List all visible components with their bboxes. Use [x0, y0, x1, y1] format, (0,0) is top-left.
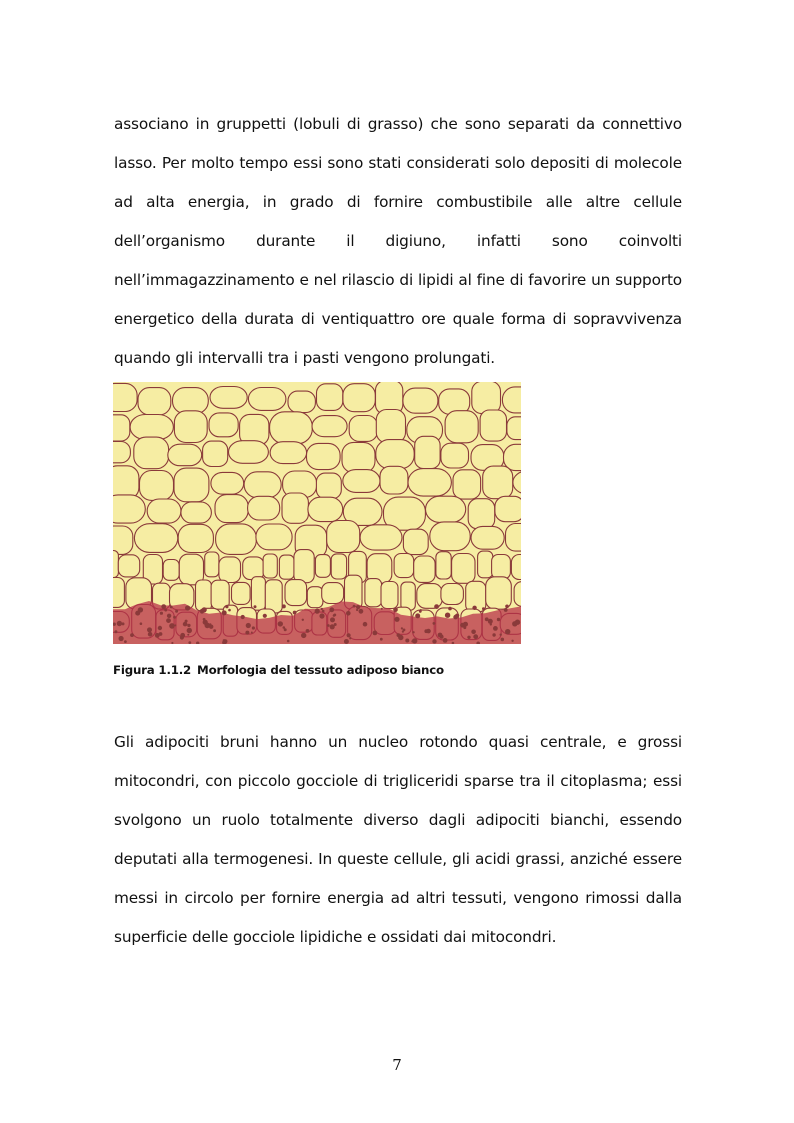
nucleus-dot [512, 621, 517, 626]
nucleus-dot [330, 624, 335, 629]
adipocyte-cell [203, 441, 228, 466]
adipocyte-cell [178, 524, 213, 552]
adipocyte-cell [365, 579, 382, 607]
body-paragraph-2: Gli adipociti bruni hanno un nucleo rotondo quasi centrale, e grossi mitocondri, con piccolo gocciole di trigliceridi sparse tra il citoplasma; essi svolgono un ruolo totalmente diverso dagli adipociti bianchi, essendo deputati alla termogenesi. In queste cellule, gli acidi grassi, anziché essere messi in circolo per fornire energia ad altri tessuti, vengono rimossi dalla superficie delle gocciole lipidiche e ossidati dai mitocondri. [114, 733, 682, 946]
nucleus-dot [284, 628, 287, 631]
adipocyte-cell [118, 555, 139, 577]
adipocyte-cell [445, 411, 478, 443]
nucleus-dot [167, 614, 171, 618]
nucleus-dot [140, 622, 143, 625]
adipocyte-cell [113, 526, 133, 554]
adipocyte-cell [130, 415, 173, 440]
adipocyte-cell [480, 410, 506, 441]
nucleus-dot [493, 626, 498, 631]
adipocyte-cell [403, 529, 428, 554]
nucleus-dot [511, 640, 513, 642]
adipocyte-cell [426, 496, 466, 522]
adipocyte-cell [441, 584, 464, 605]
nucleus-dot [228, 609, 231, 612]
adipocyte-cell [436, 552, 451, 579]
nucleus-dot [130, 633, 134, 637]
nucleus-dot [155, 633, 160, 638]
adipocyte-cell [113, 415, 130, 441]
adipocyte-cell [376, 410, 405, 443]
tissue-image [113, 382, 521, 644]
adipocyte-cell [312, 416, 347, 437]
nucleus-dot [455, 614, 459, 618]
nucleus-dot [171, 642, 173, 644]
adipocyte-cell [360, 525, 402, 550]
page-number: 7 [392, 1056, 402, 1074]
adipocyte-cell [472, 382, 501, 414]
nucleus-dot [222, 610, 227, 615]
nucleus-dot [393, 607, 398, 612]
nucleus-dot [321, 608, 323, 610]
adipocyte-cell [113, 383, 137, 411]
adipocyte-cell [452, 554, 475, 584]
nucleus-dot [329, 607, 334, 612]
nucleus-dot [117, 621, 122, 626]
adipocyte-cell [316, 473, 341, 499]
nucleus-dot [164, 609, 167, 612]
adipocyte-cell [216, 524, 257, 555]
nucleus-dot [119, 636, 124, 641]
nucleus-dot [187, 634, 189, 636]
nucleus-dot [306, 629, 310, 633]
adipocyte-cell [468, 499, 495, 529]
nucleus-dot [209, 623, 211, 625]
nucleus-dot [472, 606, 476, 610]
adipocyte-cell [211, 580, 229, 609]
adipocyte-cell [471, 526, 504, 549]
figure-caption-text: Morfologia del tessuto adiposo bianco [197, 663, 444, 677]
nucleus-dot [497, 618, 500, 621]
nucleus-dot [471, 630, 476, 635]
nucleus-dot [180, 635, 184, 639]
nucleus-dot [160, 612, 163, 615]
nucleus-dot [500, 634, 502, 636]
adipocyte-cell [307, 443, 341, 469]
nucleus-dot [158, 626, 162, 630]
adipocyte-cell [282, 493, 308, 523]
adipocyte-cell [265, 580, 282, 613]
adipocyte-cell [248, 496, 280, 520]
adipocyte-cell [401, 582, 415, 610]
nucleus-dot [346, 611, 351, 616]
adipocyte-cell [163, 560, 179, 581]
nucleus-dot [501, 638, 505, 642]
adipocyte-cell [211, 472, 244, 494]
adipocyte-cell [492, 555, 511, 580]
adipocyte-cell [331, 554, 346, 579]
nucleus-dot [114, 630, 117, 633]
nucleus-dot [254, 605, 257, 608]
adipocyte-cell [317, 384, 343, 411]
adipocyte-cell [514, 582, 521, 607]
adipocyte-cell [147, 499, 181, 523]
adipocyte-cell [394, 554, 414, 578]
nucleus-dot [405, 639, 409, 643]
adipocyte-cell [511, 555, 521, 580]
adipocyte-cell [113, 495, 145, 523]
nucleus-dot [433, 622, 436, 625]
adipocyte-cell [215, 495, 248, 523]
adipocyte-cell [308, 497, 343, 521]
nucleus-dot [166, 618, 171, 623]
adipocyte-cell [414, 556, 435, 582]
nucleus-dot [223, 639, 226, 642]
nucleus-dot [505, 605, 509, 609]
nucleus-dot [330, 617, 335, 622]
nucleus-dot [344, 639, 349, 644]
adipocyte-cell [381, 582, 398, 609]
adipocyte-cell [403, 388, 438, 413]
adipocyte-cell [251, 577, 265, 611]
adipocyte-cell [294, 550, 314, 583]
adipocyte-cell [270, 412, 313, 444]
adipocyte-cell [113, 578, 124, 608]
adipocyte-cell [113, 442, 130, 463]
nucleus-dot [161, 604, 166, 609]
adipocyte-cell [343, 384, 375, 412]
nucleus-dot [252, 626, 255, 629]
nucleus-dot [434, 604, 439, 609]
nucleus-dot [394, 617, 399, 622]
adipocyte-cell [343, 470, 380, 493]
nucleus-dot [200, 610, 204, 614]
nucleus-dot [403, 629, 406, 632]
nucleus-dot [359, 609, 364, 614]
nucleus-dot [381, 608, 383, 610]
figure-caption [113, 663, 444, 677]
nucleus-dot [246, 623, 251, 628]
nucleus-dot [349, 637, 351, 639]
nucleus-dot [356, 605, 360, 609]
adipose-tissue-micrograph [113, 382, 521, 644]
nucleus-dot [440, 635, 444, 639]
nucleus-dot [485, 617, 489, 621]
adipocyte-cell [441, 443, 469, 468]
nucleus-dot [412, 638, 417, 643]
adipocyte-cell [113, 551, 118, 578]
nucleus-dot [245, 631, 249, 635]
adipocyte-cell [210, 387, 247, 409]
adipocyte-cell [342, 442, 375, 472]
nucleus-dot [505, 629, 510, 634]
nucleus-dot [473, 634, 478, 639]
adipocyte-cell [138, 388, 171, 415]
nucleus-dot [315, 609, 320, 614]
adipocyte-cell [229, 441, 269, 464]
nucleus-dot [278, 621, 283, 626]
adipocyte-cell [244, 472, 281, 498]
adipocyte-cell [415, 436, 440, 468]
adipocyte-cell [327, 521, 360, 553]
adipocyte-cell [453, 470, 481, 499]
nucleus-dot [347, 633, 351, 637]
adipocyte-cell [219, 557, 241, 583]
nucleus-dot [287, 640, 290, 643]
adipocyte-cell [495, 496, 521, 521]
nucleus-dot [424, 629, 428, 633]
nucleus-dot [302, 619, 304, 621]
adipocyte-cell [174, 468, 209, 502]
adipocyte-cell [270, 442, 307, 464]
adipocyte-cell [140, 471, 174, 501]
nucleus-dot [185, 605, 190, 610]
adipocyte-cell [408, 469, 451, 497]
nucleus-dot [356, 609, 358, 611]
nucleus-dot [380, 638, 383, 641]
nucleus-dot [135, 611, 140, 616]
adipocyte-cell [478, 551, 493, 578]
adipocyte-cell [376, 440, 414, 469]
adipocyte-cell [502, 387, 521, 413]
nucleus-dot [187, 624, 190, 627]
nucleus-dot [124, 640, 127, 643]
adipocyte-cell [205, 552, 219, 577]
nucleus-dot [301, 633, 306, 638]
adipocyte-cell [174, 411, 207, 443]
nucleus-dot [241, 615, 245, 619]
adipocyte-cell [315, 555, 330, 578]
nucleus-dot [263, 614, 267, 618]
nucleus-dot [173, 616, 176, 619]
nucleus-dot [467, 636, 470, 639]
nucleus-dot [327, 624, 330, 627]
nucleus-dot [147, 627, 152, 632]
adipocyte-cell [349, 416, 377, 442]
adipocyte-cell [486, 577, 512, 609]
nucleus-dot [353, 605, 356, 608]
nucleus-dot [170, 606, 173, 609]
nucleus-dot [445, 613, 450, 618]
adipocyte-cell [483, 466, 513, 499]
adipocyte-cell [507, 417, 521, 440]
nucleus-dot [419, 610, 422, 613]
adipocyte-cell [173, 388, 209, 414]
nucleus-dot [415, 613, 420, 618]
adipocyte-cell [181, 502, 212, 523]
nucleus-dot [188, 641, 191, 644]
nucleus-dot [401, 627, 403, 629]
nucleus-dot [213, 629, 216, 632]
adipocyte-cell [380, 466, 408, 494]
nucleus-dot [205, 623, 211, 629]
body-paragraph-1: associano in gruppetti (lobuli di grasso) che sono separati da connettivo lasso. Per molto tempo essi sono stati considerati solo depositi di molecole ad alta energia, in grado di fornire combustibile alle altre cellule dell’organismo durante il digiuno, infatti sono coinvolti nell’immagazzinamento e nel rilascio di lipidi al fine di favorire un supporto energetico della durata di ventiquattro ore quale forma di sopravvivenza quando gli intervalli tra i pasti vengono prolungati. [114, 115, 682, 367]
adipocyte-cell [307, 587, 323, 608]
nucleus-dot [412, 631, 414, 633]
adipocyte-cell [417, 584, 442, 609]
adipocyte-cell [256, 524, 292, 550]
nucleus-dot [251, 632, 253, 634]
nucleus-dot [482, 607, 485, 610]
adipocyte-cell [322, 583, 344, 604]
nucleus-dot [187, 628, 192, 633]
nucleus-dot [169, 623, 175, 629]
adipocyte-cell [209, 413, 238, 437]
nucleus-dot [373, 631, 378, 636]
nucleus-dot [322, 610, 325, 613]
figure-label: Figura 1.1.2 [113, 663, 192, 677]
adipocyte-cell [430, 522, 470, 551]
adipocyte-cell [196, 580, 212, 611]
adipocyte-cell [279, 555, 294, 579]
nucleus-dot [432, 639, 436, 643]
adipocyte-cell [285, 580, 307, 606]
nucleus-dot [175, 610, 178, 613]
nucleus-dot [448, 607, 452, 611]
nucleus-dot [463, 622, 468, 627]
nucleus-dot [333, 614, 336, 617]
adipocyte-cell [168, 444, 202, 466]
adipocyte-cell [288, 391, 315, 413]
nucleus-dot [363, 622, 368, 627]
nucleus-dot [183, 622, 188, 627]
adipocyte-cell [248, 388, 286, 411]
nucleus-dot [293, 611, 297, 615]
nucleus-dot [443, 638, 448, 643]
nucleus-dot [319, 613, 324, 618]
adipocyte-cell [113, 466, 139, 499]
adipocyte-cell [506, 524, 522, 552]
nucleus-dot [397, 633, 401, 637]
nucleus-dot [490, 623, 492, 625]
nucleus-dot [282, 604, 286, 608]
adipocyte-cell [263, 554, 277, 578]
adipocyte-cell [232, 582, 251, 604]
adipocyte-cell [134, 437, 169, 469]
nucleus-dot [504, 608, 508, 612]
nucleus-dot [492, 633, 495, 636]
nucleus-dot [148, 632, 153, 637]
nucleus-dot [225, 605, 228, 608]
adipocyte-cell [134, 524, 177, 553]
